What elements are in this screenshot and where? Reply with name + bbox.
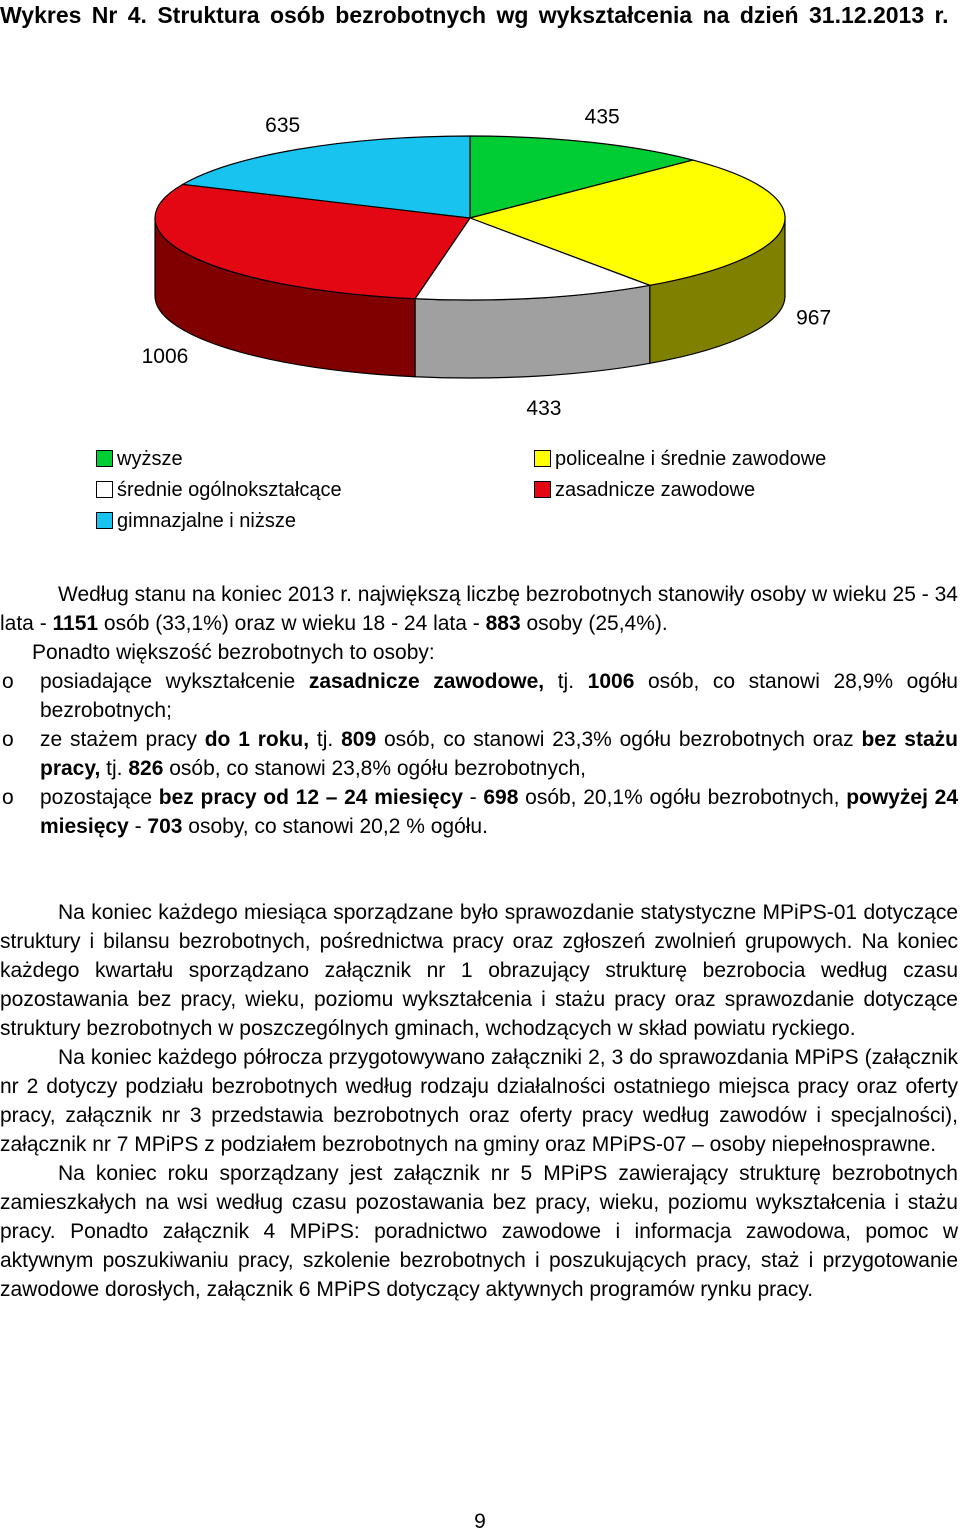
bold-number: 1151 bbox=[52, 612, 99, 635]
bullet-mark: o bbox=[2, 728, 14, 751]
legend-item bbox=[96, 505, 342, 536]
legend-left bbox=[96, 443, 342, 536]
bullet-duration bbox=[0, 783, 958, 841]
chart-title: Wykres Nr 4. Struktura osób bezrobotnych wg wykształcenia na dzień 31.12.2013 r. bbox=[0, 2, 949, 28]
text-span: osób, co stanowi 23,3% ogółu bezrobotnych oraz bbox=[376, 728, 862, 751]
text-span: osoby, co stanowi 20,2 % ogółu. bbox=[182, 815, 488, 838]
paragraph-monthly: Na koniec każdego miesiąca sporządzane było sprawozdanie statystyczne MPiPS-01 dotyczące struktury i bilansu bezrobotnych, pośrednictwa pracy oraz zgłoszeń zwolnień grupowych. Na koniec każdego kwartału sporządzano załącznik nr 1 obrazujący strukturę bezrobocia według czasu pozostawania bez pracy, wieku, poziomu wykształcenia i stażu pracy oraz sprawozdanie dotyczące struktury bezrobotnych w poszczególnych gminach, wchodzących w skład powiatu ryckiego. bbox=[0, 901, 958, 1040]
paragraph-yearly: Na koniec roku sporządzany jest załącznik nr 5 MPiPS zawierający strukturę bezrobotnych zamieszkałych na wsi według czasu pozostawania bez pracy, wieku, poziomu wykształcenia i stażu pracy. Ponadto załącznik 4 MPiPS: poradnictwo zawodowe i informacja zawodowa, pomoc w aktywnym poszukiwaniu pracy, szkolenie bezrobotnych i poszukujących pracy, staż i przygotowanie zawodowe dorosłych, załącznik 6 MPiPS dotyczący aktywnych programów rynku pracy. bbox=[0, 1162, 958, 1301]
bold-number: 883 bbox=[485, 612, 521, 635]
bullet-seniority bbox=[0, 725, 958, 783]
bold-number: 826 bbox=[128, 757, 164, 780]
text-span: tj. bbox=[544, 670, 588, 693]
bold-text: bez stażu pracy, bbox=[40, 728, 958, 780]
bold-text: bez pracy od 12 – 24 miesięcy bbox=[158, 786, 463, 809]
pie-data-label: 433 bbox=[526, 397, 562, 421]
bullet-education bbox=[0, 667, 958, 725]
legend-label: gimnazjalne i niższe bbox=[117, 509, 296, 532]
legend-right bbox=[534, 443, 826, 505]
legend-item bbox=[96, 474, 342, 505]
legend-swatch bbox=[96, 512, 113, 529]
legend-item bbox=[96, 443, 342, 474]
text-span: tj. bbox=[309, 728, 342, 751]
legend-label: wyższe bbox=[117, 447, 183, 470]
legend-item bbox=[534, 474, 826, 505]
legend-swatch bbox=[96, 481, 113, 498]
text-span: pozostające bbox=[40, 786, 159, 809]
page-number: 9 bbox=[474, 1510, 486, 1533]
bullet-mark: o bbox=[2, 670, 14, 693]
bold-number: 1006 bbox=[587, 670, 635, 693]
legend-swatch bbox=[534, 450, 551, 467]
body-text-reports bbox=[0, 898, 958, 1304]
legend-swatch bbox=[534, 481, 551, 498]
text-span: posiadające wykształcenie bbox=[40, 670, 309, 693]
paragraph-age bbox=[0, 580, 958, 638]
text-span: osób, 20,1% ogółu bezrobotnych, bbox=[518, 786, 847, 809]
pie-tops bbox=[155, 136, 785, 300]
pie-chart-3d bbox=[0, 70, 960, 440]
pie-data-label: 1006 bbox=[141, 345, 189, 369]
text-span: - bbox=[462, 786, 484, 809]
pie-data-label: 635 bbox=[265, 113, 301, 137]
legend-label: średnie ogólnokształcące bbox=[117, 478, 342, 501]
bold-text: powyżej 24 miesięcy bbox=[40, 786, 958, 838]
text-span: osoby (25,4%). bbox=[520, 612, 668, 635]
pie-data-label: 435 bbox=[584, 105, 620, 129]
legend-label: zasadnicze zawodowe bbox=[555, 478, 756, 501]
legend-swatch bbox=[96, 450, 113, 467]
bold-text: do 1 roku, bbox=[204, 728, 310, 751]
pie-data-label: 967 bbox=[796, 306, 832, 330]
bold-text: zasadnicze zawodowe, bbox=[308, 670, 545, 693]
bold-number: 703 bbox=[147, 815, 183, 838]
text-span: osób, co stanowi 23,8% ogółu bezrobotnych, bbox=[163, 757, 586, 780]
text-span: - bbox=[128, 815, 148, 838]
bullet-mark: o bbox=[2, 786, 14, 809]
bold-number: 809 bbox=[341, 728, 377, 751]
paragraph-majority: Ponadto większość bezrobotnych to osoby: bbox=[32, 641, 435, 664]
text-span: osób (33,1%) oraz w wieku 18 - 24 lata - bbox=[98, 612, 486, 635]
legend-item bbox=[534, 443, 826, 474]
paragraph-halfyear: Na koniec każdego półrocza przygotowywano załączniki 2, 3 do sprawozdania MPiPS (załącznik nr 2 dotyczy podziału bezrobotnych według rodzaju działalności ostatniego miejsca pracy oraz oferty pracy, załącznik nr 3 przedstawia bezrobotnych oraz oferty pracy według zawodów i specjalności), załącznik nr 7 MPiPS z podziałem bezrobotnych na gminy oraz MPiPS-07 – osoby niepełnosprawne. bbox=[0, 1046, 958, 1156]
bold-number: 698 bbox=[483, 786, 519, 809]
body-text bbox=[0, 580, 958, 841]
legend-label: policealne i średnie zawodowe bbox=[555, 447, 827, 470]
text-span: tj. bbox=[100, 757, 129, 780]
text-span: osób, co stanowi 28,9% ogółu bezrobotnych; bbox=[40, 670, 958, 722]
text-span: Według stanu na koniec 2013 r. największą liczbę bezrobotnych stanowiły osoby w wieku 25 - 34 lata - bbox=[0, 583, 958, 635]
text-span: ze stażem pracy bbox=[40, 728, 205, 751]
